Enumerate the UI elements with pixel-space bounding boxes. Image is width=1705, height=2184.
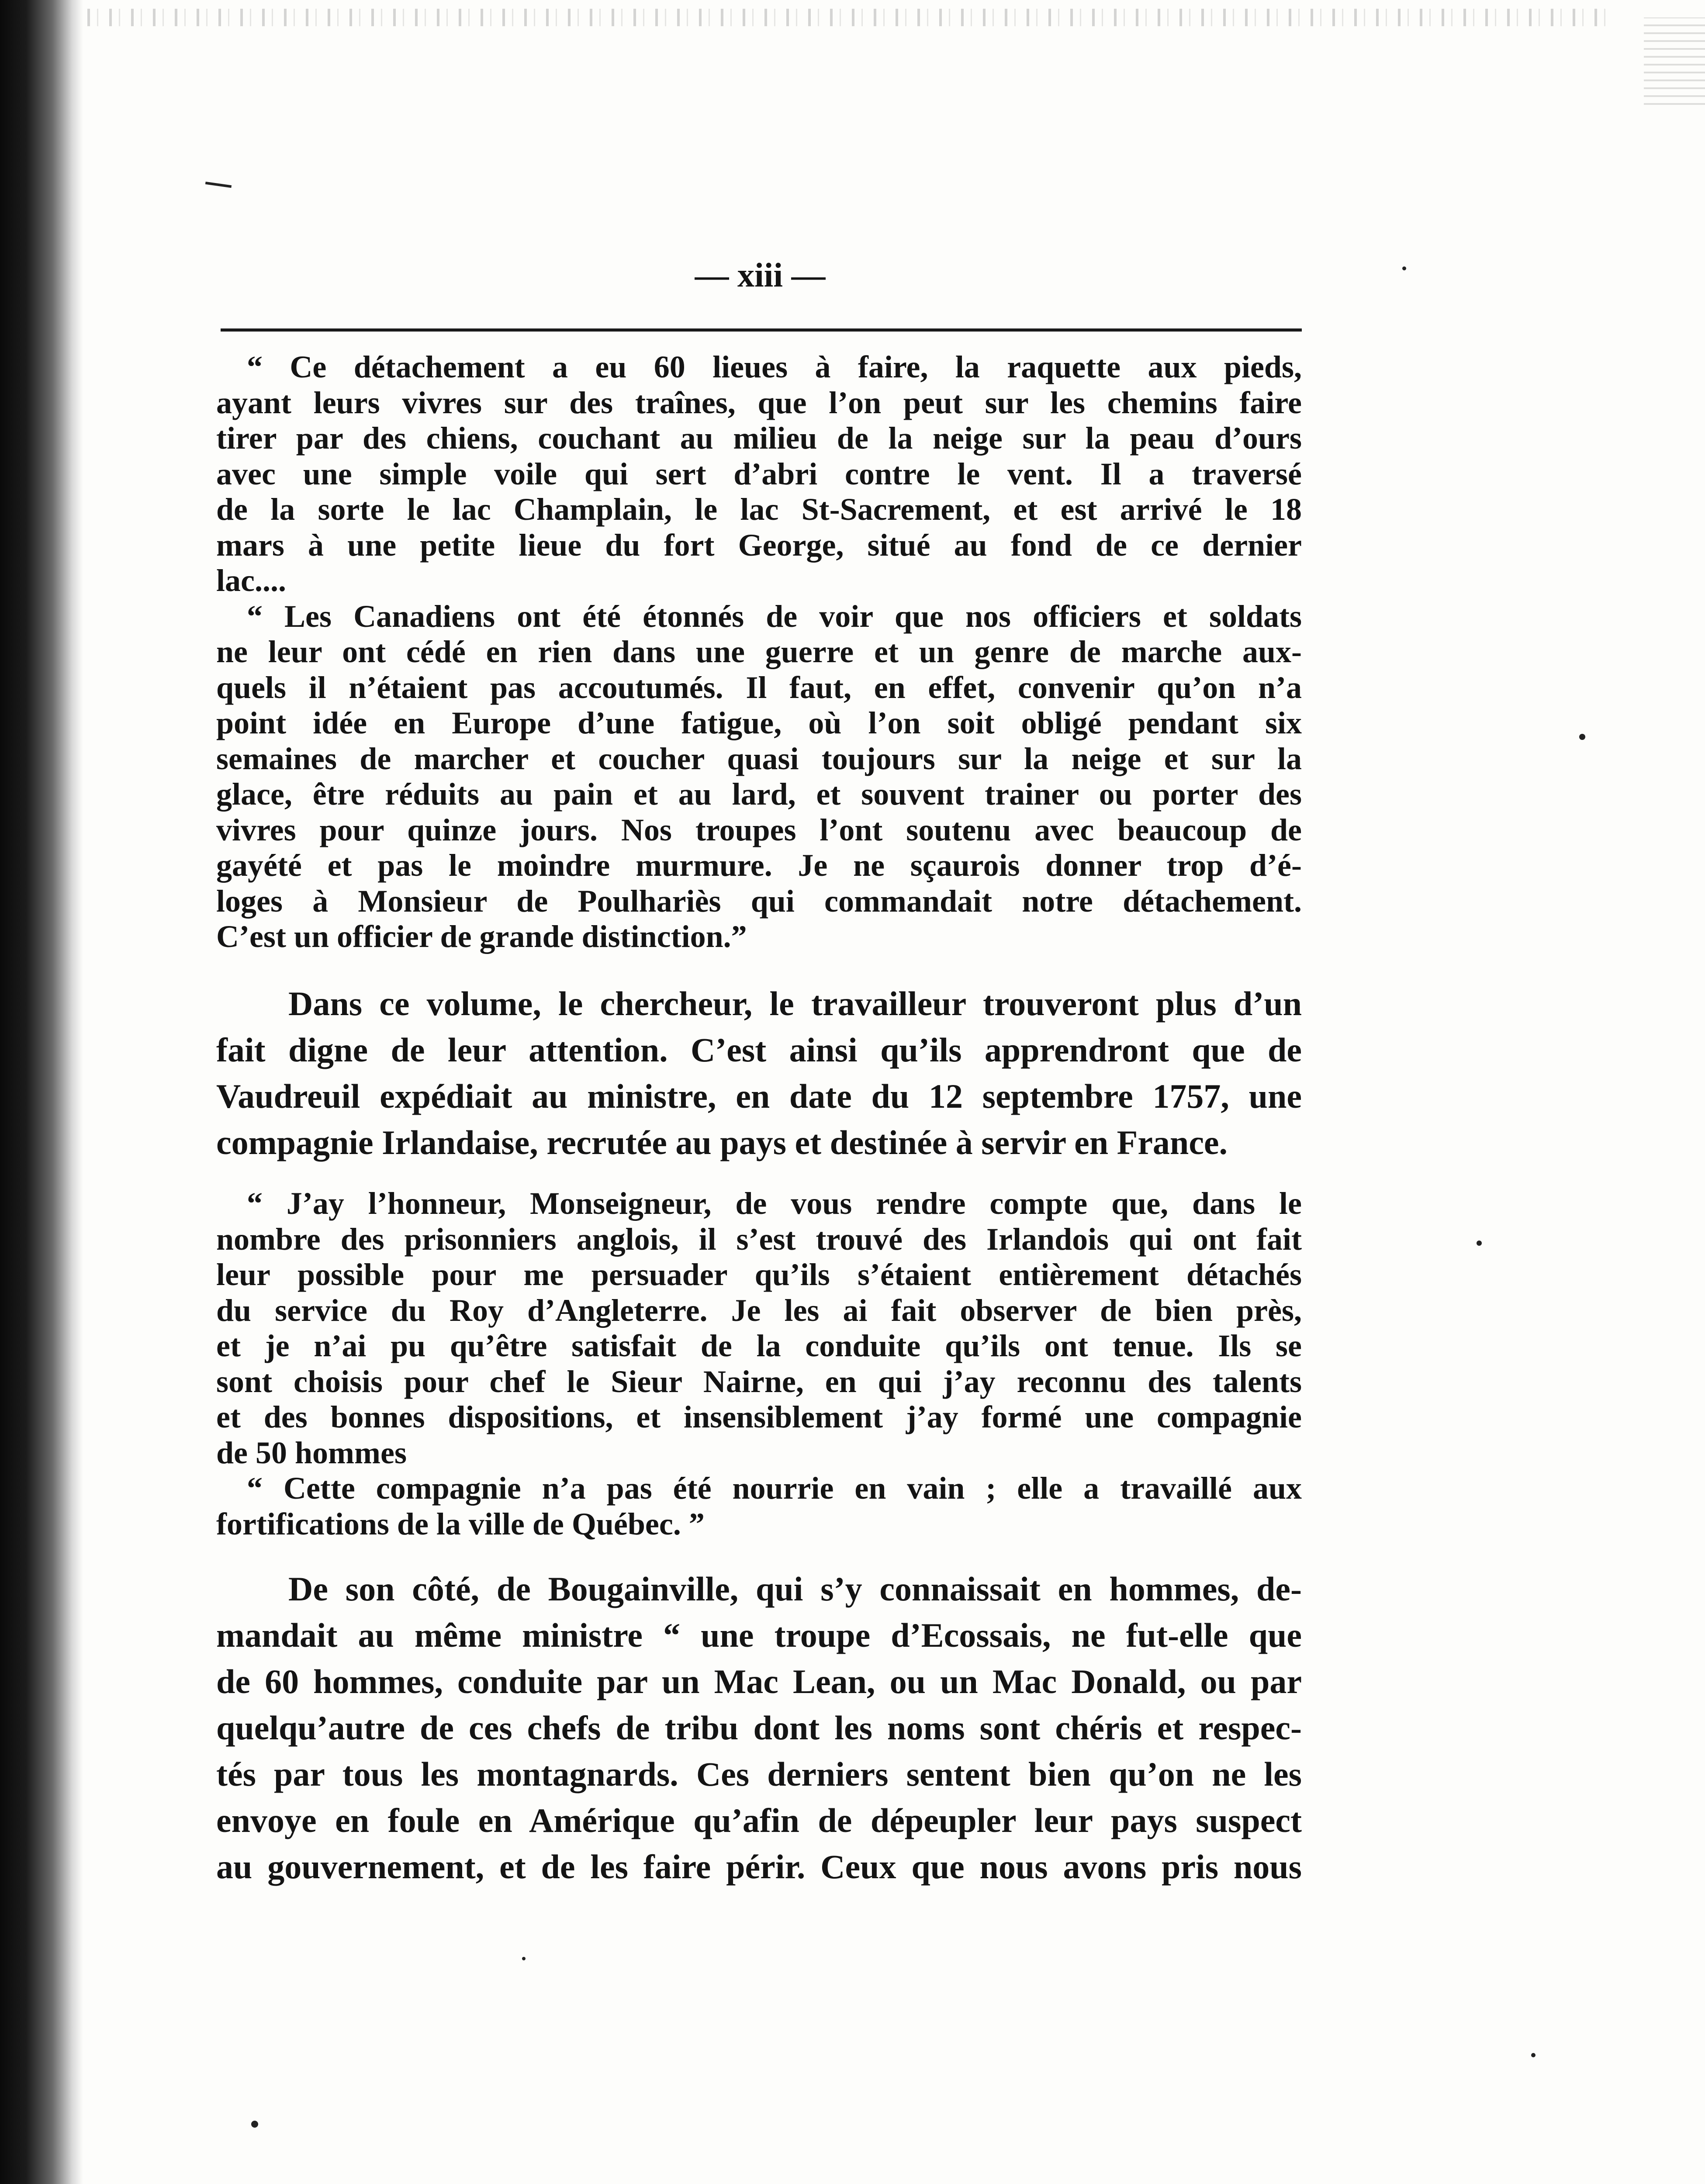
speck — [1531, 2053, 1536, 2057]
text-line: “ Ce détachement a eu 60 lieues à faire, la raquette aux pieds, — [247, 349, 1302, 384]
scan-noise-right — [1644, 17, 1705, 105]
speck — [1579, 734, 1585, 740]
text-line: “ J’ay l’honneur, Monseigneur, de vous rendre compte que, dans le — [247, 1186, 1302, 1221]
text-line: tés par tous les montagnards. Ces derniers sentent bien qu’on ne les — [216, 1755, 1302, 1793]
text-line: de 60 hommes, conduite par un Mac Lean, ou un Mac Donald, ou par — [216, 1662, 1302, 1700]
scan-noise-top — [87, 9, 1616, 26]
text-line: vivres pour quinze jours. Nos troupes l’ont soutenu avec beaucoup de — [216, 812, 1302, 847]
header-rule — [221, 328, 1302, 332]
text-line: glace, être réduits au pain et au lard, et souvent trainer ou porter des — [216, 777, 1302, 812]
text-line: nombre des prisonniers anglois, il s’est trouvé des Irlandois qui ont fait — [216, 1221, 1302, 1257]
text-line: sont choisis pour chef le Sieur Nairne, en qui j’ay reconnu des talents — [216, 1364, 1302, 1399]
text-line: du service du Roy d’Angleterre. Je les ai fait observer de bien près, — [216, 1292, 1302, 1328]
paragraph-irish-company — [216, 981, 1302, 1166]
text-line: mandait au même ministre “ une troupe d’Ecossais, ne fut-elle que — [216, 1616, 1302, 1654]
paragraph-bougainville — [216, 1566, 1302, 1890]
text-line: de la sorte le lac Champlain, le lac St-Sacrement, et est arrivé le 18 — [216, 492, 1302, 527]
text-line: Vaudreuil expédiait au ministre, en date du 12 septembre 1757, une — [216, 1077, 1302, 1115]
stray-mark — [205, 182, 232, 188]
text-line: “ Les Canadiens ont été étonnés de voir que nos officiers et soldats — [247, 598, 1302, 634]
text-line: “ Cette compagnie n’a pas été nourrie en vain ; elle a travaillé aux — [247, 1471, 1302, 1506]
text-line: Dans ce volume, le chercheur, le travailleur trouveront plus d’un — [288, 985, 1302, 1023]
text-line: tirer par des chiens, couchant au milieu de la neige sur la peau d’ours — [216, 421, 1302, 456]
text-line: et des bonnes dispositions, et insensiblement j’ay formé une compagnie — [216, 1400, 1302, 1434]
quote-irish-prisoners — [216, 1186, 1302, 1542]
text-line: De son côté, de Bougainville, qui s’y connaissait en hommes, de- — [288, 1570, 1302, 1608]
text-line: mars à une petite lieue du fort George, situé au fond de ce dernier — [216, 527, 1302, 563]
text-line: C’est un officier de grande distinction.” — [216, 919, 747, 954]
speck — [251, 2121, 258, 2128]
text-line: de 50 hommes — [216, 1435, 407, 1470]
text-line: fortifications de la ville de Québec. ” — [216, 1506, 705, 1541]
text-line: envoye en foule en Amérique qu’afin de dépeupler leur pays suspect — [216, 1801, 1302, 1839]
text-line: ne leur ont cédé en rien dans une guerre et un genre de marche aux- — [216, 634, 1302, 669]
text-line: au gouvernement, et de les faire périr. Ceux que nous avons pris nous — [216, 1848, 1302, 1886]
quote-detachment — [216, 349, 1302, 955]
text-line: loges à Monsieur de Poulhariès qui commandait notre détachement. — [216, 883, 1302, 919]
text-line: semaines de marcher et coucher quasi toujours sur la neige et sur la — [216, 741, 1302, 776]
binding-shadow — [0, 0, 83, 2184]
text-line: leur possible pour me persuader qu’ils s’étaient entièrement détachés — [216, 1257, 1302, 1292]
text-line: quelqu’autre de ces chefs de tribu dont les noms sont chéris et respec- — [216, 1709, 1302, 1747]
text-line: gayété et pas le moindre murmure. Je ne sçaurois donner trop d’é- — [216, 848, 1302, 883]
text-line: fait digne de leur attention. C’est ainsi qu’ils apprendront que de — [216, 1031, 1302, 1069]
speck — [1402, 266, 1406, 270]
text-line: avec une simple voile qui sert d’abri contre le vent. Il a traversé — [216, 456, 1302, 491]
page-number: — xiii — — [695, 256, 826, 294]
speck — [1477, 1241, 1482, 1246]
text-line: quels il n’étaient pas accoutumés. Il faut, en effet, convenir qu’on n’a — [216, 670, 1302, 705]
text-line: point idée en Europe d’une fatigue, où l’on soit obligé pendant six — [216, 705, 1302, 740]
text-line: lac.... — [216, 563, 286, 598]
text-line: et je n’ai pu qu’être satisfait de la conduite qu’ils ont tenue. Ils se — [216, 1328, 1302, 1363]
text-line: compagnie Irlandaise, recrutée au pays et destinée à servir en France. — [216, 1123, 1228, 1161]
text-line: ayant leurs vivres sur des traînes, que l’on peut sur les chemins faire — [216, 385, 1302, 420]
speck — [522, 1957, 526, 1960]
